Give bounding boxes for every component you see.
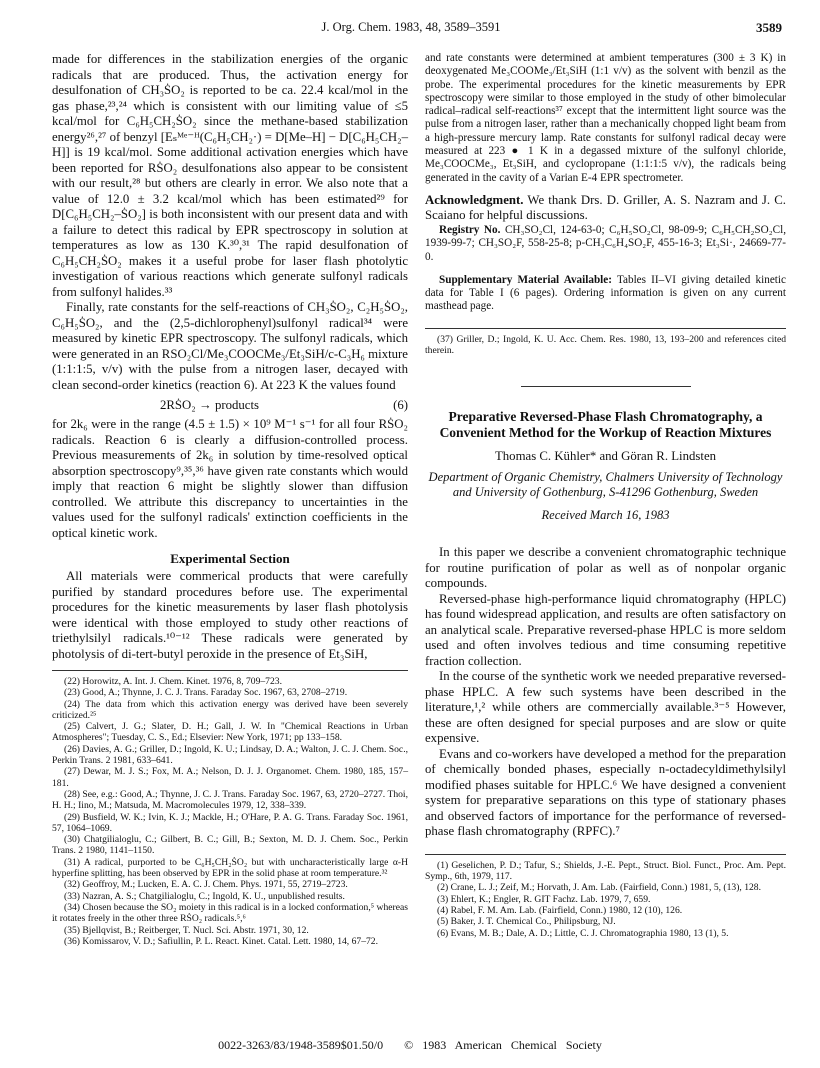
reference-28: (28) See, e.g.: Good, A.; Thynne, J. C. J. Trans. Faraday Soc. 1967, 63, 2720–2727. Thoi, H. H.; Iino, M.; Matsuda, M. Macromolecules 1979, 12, 338–339.: [52, 788, 408, 812]
registry-numbers: [425, 224, 786, 264]
section-title-experimental: Experimental Section: [170, 551, 290, 566]
article-paragraph-3: In the course of the synthetic work we needed preparative reversed-phase HPLC. A few such systems have been described in the literature,¹,² while others are commercially available.³⁻⁵ However, these are often designed for special purposes and are slow or quite expensive.: [425, 669, 786, 746]
supplementary-label: Supplementary Material Available:: [439, 273, 612, 286]
left-paragraph-3: for 2k₆ were in the range (4.5 ± 1.5) × 10⁹ M⁻¹ s⁻¹ for all four RṠO₂ radicals. Reaction 6 is clearly a diffusion-controlled process. Previous measurements of 2k₆ in solution by time-resolved optical absorption spectroscopy⁹,³⁵,³⁶ have given rate constants which would imply that reaction 6 might be slightly slower than diffusion controlled. We attribute this discrepancy to uncertainties in the values used for the sulfonyl radicals' extinction coefficients in the optical kinetic work.: [52, 417, 408, 540]
right-column: [425, 52, 786, 939]
article-paragraph-4: Evans and co-workers have developed a method for the preparation of chemically bonded phases, especially n-octadecyldimethylsilyl modified phases suitable for HPLC.⁶ We have designed a convenient system for preparative separations on this type of stationary phases and observed factors of importance for the performance of reversed-phase flash chromatography (RPFC).⁷: [425, 746, 786, 839]
reference-35: (35) Bjellqvist, B.; Reitberger, T. Nucl. Sci. Abstr. 1971, 30, 12.: [64, 924, 309, 936]
article-references: [425, 860, 786, 939]
article-footnote-divider: [425, 854, 786, 855]
left-references: [52, 676, 408, 947]
reference-30: (30) Chatgilialoglu, C.; Gilbert, B. C.; Gill, B.; Sexton, M. D. J. Chem. Soc., Perkin Trans. 2 1980, 1141–1150.: [52, 834, 408, 857]
article-paragraph-1: In this paper we describe a convenient chromatographic technique for routine purification of polar as well as of nonpolar organic compounds.: [425, 545, 786, 591]
reference-31: (31) A radical, purported to be C₆H₅CH₂ṠO₂ but with uncharacteristically large α-H hyperfine splitting, has been observed by EPR in the solid phase at room temperature.³²: [52, 856, 408, 880]
article-paragraph-2: Reversed-phase high-performance liquid chromatography (HPLC) has found widespread application, and results are often satisfactory on an analytical scale. Preparative reversed-phase HPLC is more seldom used and often involves tedious and time consuming repetitive fraction collection.: [425, 591, 786, 668]
article-affiliation: Department of Organic Chemistry, Chalmers University of Technology and University of Gothenburg, S-41296 Gothenburg, Sweden: [428, 470, 783, 500]
reference-37-block: [425, 334, 786, 357]
acknowledgment-text: We thank Drs. D. Griller, A. S. Nazram and J. C. Scaiano for helpful discussions.: [425, 192, 787, 223]
article-title: Preparative Reversed-Phase Flash Chromatography, a Convenient Method for the Workup of Reaction Mixtures: [439, 409, 772, 441]
article-reference-3: (3) Ehlert, K.; Engler, R. GIT Fachz. Lab. 1979, 7, 659.: [437, 893, 651, 905]
acknowledgment: [425, 193, 786, 224]
reference-26: (26) Davies, A. G.; Griller, D.; Ingold, K. U.; Lindsay, D. A.; Walton, J. C. J. Chem. Soc., Perkin Trans. 2 1981, 633–641.: [52, 743, 408, 767]
left-column: [52, 52, 408, 947]
article-reference-2: (2) Crane, L. J.; Zeif, M.; Horvath, J. Am. Lab. (Fairfield, Conn.) 1981, 5, (13), 128.: [437, 882, 761, 894]
reference-23: (23) Good, A.; Thynne, J. C. J. Trans. Faraday Soc. 1967, 63, 2708–2719.: [64, 687, 348, 699]
footnote-divider: [52, 670, 408, 671]
registry-text: CH₃SO₂Cl, 124-63-0; C₆H₅SO₂Cl, 98-09-9; C₆H₅CH₂SO₂Cl, 1939-99-7; CH₃SO₂F, 558-25-8; p-CH₃C₆H₄SO₂F, 455-16-3; Et₃Si·, 24669-77-0.: [425, 223, 786, 263]
copyright-notice: © 1983 American Chemical Society: [404, 1038, 602, 1052]
left-paragraph-4: All materials were commerical products that were carefully purified by standard procedures before use. The experimental procedures for the kinetic measurements by laser flash photolysis were identical with those employed to study other reactions of triethylsilyl radicals.¹⁰⁻¹² These radicals were generated by photolysis of di-tert-butyl peroxide in the presence of Et₃SiH,: [52, 569, 408, 661]
equation-text: 2RṠO₂ → products: [160, 398, 260, 412]
reference-32: (32) Geoffroy, M.; Lucken, E. A. C. J. Chem. Phys. 1971, 55, 2719–2723.: [64, 879, 348, 891]
reference-33: (33) Nazran, A. S.; Chatgilialoglu, C.; Ingold, K. U., unpublished results.: [64, 890, 345, 902]
reference-25: (25) Calvert, J. G.; Slater, D. H.; Gall, J. W. In "Chemical Reactions in Urban Atmospheres"; Tuesday, C. S., Ed.; Elsevier: New York, 1971; pp 133–158.: [52, 721, 408, 744]
acknowledgment-label: Acknowledgment.: [425, 192, 524, 207]
reference-27: (27) Dewar, M. J. S.; Fox, M. A.; Nelson, D. J. J. Organomet. Chem. 1980, 185, 157–181.: [52, 766, 408, 789]
reference-24: (24) The data from which this activation energy was derived have been severely criticized.²⁵: [52, 698, 408, 721]
reference-37: (37) Griller, D.; Ingold, K. U. Acc. Chem. Res. 1980, 13, 193–200 and references cited therein.: [425, 333, 786, 357]
supplementary-text: Tables II–VI giving detailed kinetic data for Table I (6 pages). Ordering information is given on any current masthead page.: [425, 273, 786, 313]
page-footer: [0, 1038, 820, 1053]
article-reference-4: (4) Rabel, F. M. Am. Lab. (Fairfield, Conn.) 1980, 12 (10), 126.: [437, 905, 683, 917]
reference-22: (22) Horowitz, A. Int. J. Chem. Kinet. 1976, 8, 709–723.: [64, 676, 282, 687]
article-authors: Thomas C. Kühler* and Göran R. Lindsten: [494, 449, 717, 464]
page-header: [40, 20, 782, 40]
received-date: Received March 16, 1983: [541, 508, 670, 523]
article-separator: [521, 386, 691, 387]
reference-29: (29) Busfield, W. K.; Ivin, K. J.; Mackle, H.; O'Hare, P. A. G. Trans. Faraday Soc. 1961, 57, 1064–1069.: [52, 811, 408, 834]
equation-6: [52, 393, 408, 417]
equation-number: (6): [393, 398, 408, 412]
journal-citation: J. Org. Chem. 1983, 48, 3589–3591: [321, 20, 501, 34]
registry-label: Registry No.: [439, 223, 501, 236]
reference-36: (36) Komissarov, V. D.; Safiullin, P. L. React. Kinet. Catal. Lett. 1980, 14, 67–72.: [64, 935, 378, 947]
article-reference-1: (1) Geselichen, P. D.; Tafur, S.; Shields, J.-E. Pept., Struct. Biol. Funct., Proc. Am. Pept. Symp., 6th, 1979, 117.: [425, 859, 786, 883]
supplementary-material: [425, 274, 786, 314]
price-code: 0022-3263/83/1948-3589$01.50/0: [218, 1038, 384, 1052]
right-footnote-divider: [425, 328, 786, 329]
page-number: 3589: [756, 20, 782, 35]
right-paragraph-1: and rate constants were determined at ambient temperatures (300 ± 3 K) in deoxygenated Me₃COOMe₃/Et₃SiH (1:1 v/v) as the solvent with benzil as the probe. The experimental procedures for the kinetic measurements by EPR spectroscopy were similar to those employed in the study of other bimolecular radical–radical self-reactions³⁷ except that the intermittent light source was the pulse from a nitrogen laser, rather than a mechanically chopped light beam from a high-pressure mercury lamp. Rate constants for sulfonyl radical decay were measured at 223 ● 1 K in a degassed mixture of the sulfonyl chloride, Me₃COOCMe₃, Et₃SiH, and cyclopropane (1:1:1:5 v/v), the radicals being generated in the cavity of a Varian E-4 EPR spectrometer.: [425, 52, 786, 184]
reference-34: (34) Chosen because the SO₂ moiety in this radical is in a locked conformation,⁵ whereas it rotates freely in the other three RṠO₂ radicals.⁵,⁶: [52, 901, 408, 925]
article-reference-5: (5) Baker, J. T. Chemical Co., Philipsburg, NJ.: [437, 916, 616, 928]
article-reference-6: (6) Evans, M. B.; Dale, A. D.; Little, C. J. Chromatographia 1980, 13 (1), 5.: [437, 927, 729, 939]
left-paragraph-1: made for differences in the stabilization energies of the organic radicals that are produced. Thus, the activation energy for desulfonation of CH₃ṠO₂ is reported to be ca. 22.4 kcal/mol in the gas phase,²³,²⁴ which is consistent with our limiting value of ≤5 kcal/mol for C₆H₅CH₂ṠO₂ since the methane-based stabilization energy²⁶,²⁷ of benzyl [Eₛᴹᵉ⁻ᴴ(C₆H₅CH₂·) = D[Me–H] − D[C₆H₅CH₂–H]] is 19 kcal/mol. Some additional activation energies which have been reported for RṠO₂ desulfonations also appear to be consistent with our result,²⁸ but others are clearly in error. We also note that a value of 12.0 ± 3.2 kcal/mol which has been estimated²⁹ for D[C₆H₅CH₂–ṠO₂] is both inconsistent with our present data and with a failure to detect this radical by EPR spectroscopy in solution at temperatures as low as 130 K.³⁰,³¹ The rapid desulfonation of C₆H₅CH₂ṠO₂ makes it a useful probe for laser flash photolytic investigation of various reactions which generate sulfonyl radicals from sulfonyl halides.³³: [52, 52, 408, 299]
left-paragraph-2: Finally, rate constants for the self-reactions of CH₃ṠO₂, C₂H₅ṠO₂, C₆H₅ṠO₂, and the (2,5-dichlorophenyl)sulfonyl radical³⁴ were measured by kinetic EPR spectroscopy. The sulfonyl radicals, which were generated in an RSO₂Cl/Me₃COOCMe₃/Et₃SiH/c-C₃H₆ mixture (1:1:1:5, v/v) with the pulse from a nitrogen laser, decayed with clean second-order kinetics (reaction 6). At 223 K the values found: [52, 300, 408, 392]
